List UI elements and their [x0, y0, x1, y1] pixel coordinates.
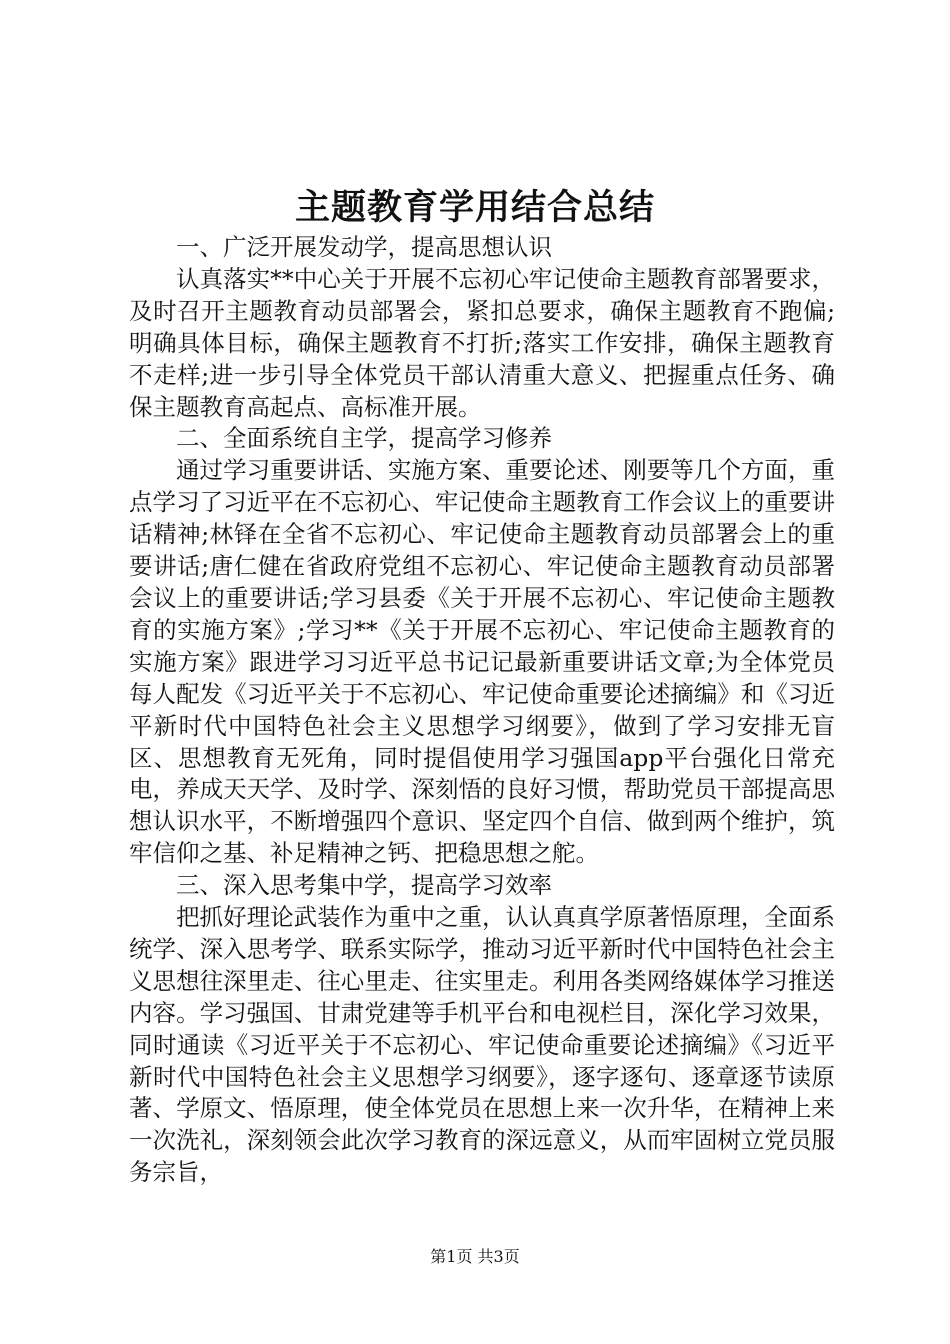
section-heading-3: 三、深入思考集中学，提高学习效率 [176, 871, 552, 900]
section-paragraph-1: 认真落实**中心关于开展不忘初心牢记使命主题教育部署要求，及时召开主题教育动员部署会，紧扣总要求，确保主题教育不跑偏;明确具体目标，确保主题教育不打折;落实工作安排，确保主题教育不走样;进一步引导全体党员干部认清重大意义、把握重点任务、确保主题教育高起点、高标准开展。 [129, 264, 835, 421]
document-title: 主题教育学用结合总结 [294, 187, 655, 228]
section-paragraph-2: 通过学习重要讲话、实施方案、重要论述、刚要等几个方面，重点学习了习近平在不忘初心、牢记使命主题教育工作会议上的重要讲话精神;林铎在全省不忘初心、牢记使命主题教育动员部署会上的重要讲话;唐仁健在省政府党组不忘初心、牢记使命主题教育动员部署会议上的重要讲话;学习县委《关于开展不忘初心、牢记使命主题教育的实施方案》;学习**《关于开展不忘初心、牢记使命主题教育的实施方案》跟进学习习近平总书记记最新重要讲话文章;为全体党员每人配发《习近平关于不忘初心、牢记使命重要论述摘编》和《习近平新时代中国特色社会主义思想学习纲要》，做到了学习安排无盲区、思想教育无死角，同时提倡使用学习强国app平台强化日常充电，养成天天学、及时学、深刻悟的良好习惯，帮助党员干部提高思想认识水平，不断增强四个意识、坚定四个自信、做到两个维护，筑牢信仰之基、补足精神之钙、把稳思想之舵。 [129, 456, 835, 868]
page-number-footer: 第1页 共3页 [430, 1247, 520, 1266]
section-heading-2: 二、全面系统自主学，提高学习修养 [176, 424, 552, 453]
document-body [129, 232, 835, 1189]
section-heading-1: 一、广泛开展发动学，提高思想认识 [176, 233, 552, 261]
section-paragraph-3: 把抓好理论武装作为重中之重，认认真真学原著悟原理，全面系统学、深入思考学、联系实际学，推动习近平新时代中国特色社会主义思想往深里走、往心里走、往实里走。利用各类网络媒体学习推送内容。学习强国、甘肃党建等手机平台和电视栏目，深化学习效果，同时通读《习近平关于不忘初心、牢记使命重要论述摘编》《习近平新时代中国特色社会主义思想学习纲要》，逐字逐句、逐章逐节读原著、学原文、悟原理，使全体党员在思想上来一次升华，在精神上来一次洗礼，深刻领会此次学习教育的深远意义，从而牢固树立党员服务宗旨， [129, 903, 835, 1187]
